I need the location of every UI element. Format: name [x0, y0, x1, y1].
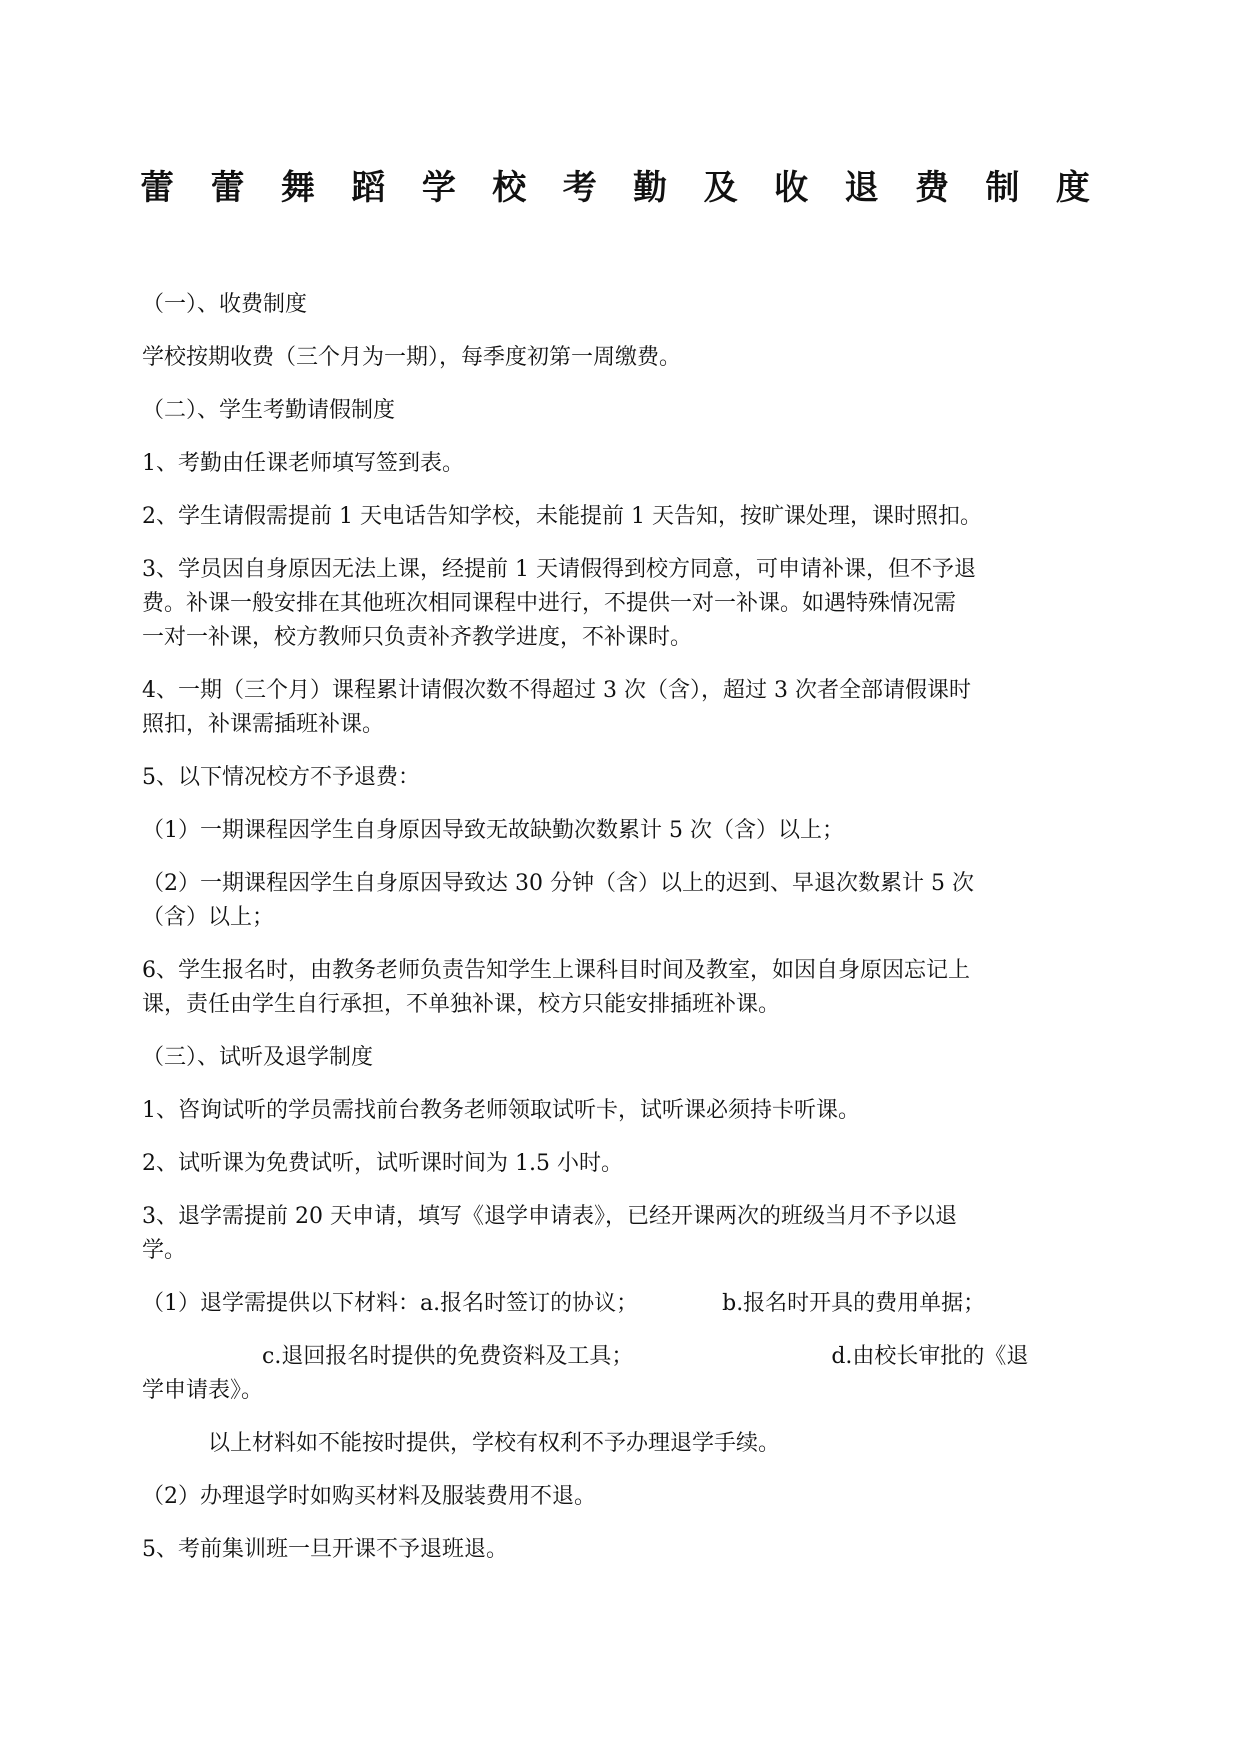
title-char: 蕾: [210, 168, 245, 208]
title-char: 费: [914, 168, 949, 208]
title-char: 退: [844, 168, 879, 208]
title-char: 考: [562, 168, 597, 208]
section3-sub2: （2）办理退学时如购买材料及服装费用不退。: [142, 1484, 596, 1509]
section2-item2: 2、学生请假需提前 1 天电话告知学校，未能提前 1 天告知，按旷课处理，课时照扣。: [142, 504, 982, 529]
title-char: 蹈: [351, 168, 386, 208]
section3-heading: （三）、试听及退学制度: [142, 1045, 374, 1070]
section3-note: 以上材料如不能按时提供，学校有权利不予办理退学手续。: [208, 1431, 781, 1456]
section2-item5-sub2: [142, 867, 1090, 935]
materials-a: （1）退学需提供以下材料：a.报名时签订的协议；: [142, 1291, 639, 1316]
section2-item3: [142, 553, 1090, 655]
paragraph-line: 照扣，补课需插班补课。: [142, 712, 385, 737]
section3-item1: 1、咨询试听的学员需找前台教务老师领取试听卡，试听课必须持卡听课。: [142, 1098, 860, 1123]
section3-sub1-line2: [142, 1340, 1090, 1408]
section2-item6: [142, 954, 1090, 1022]
section3-item2: 2、试听课为免费试听，试听课时间为 1.5 小时。: [142, 1151, 623, 1176]
paragraph-line: 一对一补课，校方教师只负责补齐教学进度，不补课时。: [142, 625, 693, 650]
title-char: 制: [985, 168, 1020, 208]
section2-item5: 5、以下情况校方不予退费：: [142, 765, 420, 790]
section1-text: 学校按期收费（三个月为一期），每季度初第一周缴费。: [142, 345, 682, 370]
title-char: 及: [703, 168, 738, 208]
section2-item4: [142, 674, 1090, 742]
section1-heading: （一）、收费制度: [142, 292, 308, 317]
title-char: 学: [421, 168, 456, 208]
title-char: 舞: [280, 168, 315, 208]
section2-item1: 1、考勤由任课老师填写签到表。: [142, 451, 464, 476]
paragraph-line: 6、学生报名时，由教务老师负责告知学生上课科目时间及教室，如因自身原因忘记上: [142, 958, 970, 983]
section3-sub1-line1: [142, 1287, 1090, 1321]
paragraph-line: 费。补课一般安排在其他班次相同课程中进行，不提供一对一补课。如遇特殊情况需: [142, 591, 957, 616]
title-char: 收: [774, 168, 809, 208]
title-char: 度: [1055, 168, 1090, 208]
document-title: [140, 166, 1090, 210]
paragraph-line: 课，责任由学生自行承担，不单独补课，校方只能安排插班补课。: [142, 992, 781, 1017]
paragraph-line: （2）一期课程因学生自身原因导致达 30 分钟（含）以上的迟到、早退次数累计 5 次: [142, 871, 974, 896]
materials-c: c.退回报名时提供的免费资料及工具；: [262, 1344, 634, 1369]
materials-d-cont: 学申请表》。: [142, 1378, 264, 1403]
paragraph-line: （含）以上；: [142, 905, 275, 930]
title-char: 蕾: [140, 168, 174, 208]
paragraph-line: 3、退学需提前 20 天申请，填写《退学申请表》，已经开课两次的班级当月不予以退: [142, 1204, 957, 1229]
section3-item5: 5、考前集训班一旦开课不予退班退。: [142, 1537, 508, 1562]
materials-b: b.报名时开具的费用单据；: [722, 1291, 986, 1316]
section3-item3: [142, 1200, 1090, 1268]
section2-heading: （二）、学生考勤请假制度: [142, 398, 396, 423]
section2-item5-sub1: （1）一期课程因学生自身原因导致无故缺勤次数累计 5 次（含）以上；: [142, 818, 844, 843]
document-body: [142, 288, 1090, 1567]
title-char: 勤: [633, 168, 668, 208]
materials-d: d.由校长审批的《退: [831, 1344, 1029, 1369]
paragraph-line: 学。: [142, 1238, 187, 1263]
paragraph-line: 3、学员因自身原因无法上课，经提前 1 天请假得到校方同意，可申请补课，但不予退: [142, 557, 976, 582]
paragraph-line: 4、一期（三个月）课程累计请假次数不得超过 3 次（含），超过 3 次者全部请假课时: [142, 678, 971, 703]
title-char: 校: [492, 168, 527, 208]
